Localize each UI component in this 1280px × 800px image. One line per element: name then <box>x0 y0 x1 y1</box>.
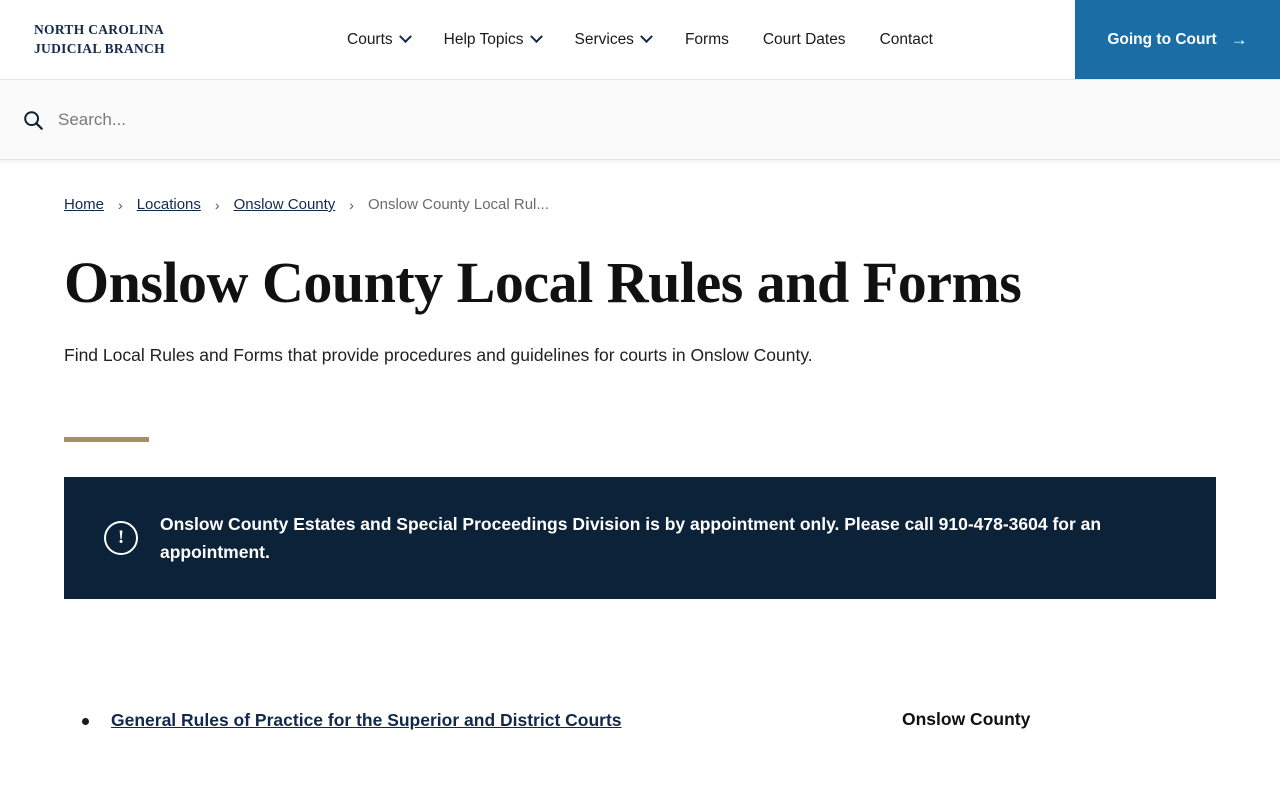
nav-item-contact[interactable] <box>863 21 950 59</box>
breadcrumb-item-home[interactable]: Home <box>64 196 105 213</box>
logo-line-2: JUDICIAL BRANCH <box>34 40 165 56</box>
nav-item-label: Courts <box>347 30 393 48</box>
chevron-down-icon <box>399 30 412 43</box>
links-column <box>64 707 884 733</box>
breadcrumb-item-onslow-county[interactable]: Onslow County <box>233 196 336 213</box>
sidebar-column <box>884 707 1216 733</box>
breadcrumb-item-locations[interactable]: Locations <box>136 196 201 213</box>
nav-item-label: Services <box>574 30 634 48</box>
breadcrumb-item-current: Onslow County Local Rul... <box>367 196 549 213</box>
exclamation-icon: ! <box>104 521 138 555</box>
nav-item-label: Help Topics <box>443 30 524 48</box>
nav-item-courts[interactable] <box>330 21 427 59</box>
search-bar <box>0 80 1280 160</box>
page-title: Onslow County Local Rules and Forms <box>64 250 1022 315</box>
main-content <box>0 160 1280 733</box>
nav-item-help-topics[interactable] <box>427 21 558 59</box>
chevron-down-icon <box>640 30 653 43</box>
breadcrumb-separator-icon: › <box>118 196 123 213</box>
bullet-icon <box>82 718 89 725</box>
logo-line-1: NORTH CAROLINA <box>34 22 165 38</box>
main-navigation <box>330 0 1075 79</box>
page-description: Find Local Rules and Forms that provide procedures and guidelines for courts in Onslow County. <box>64 344 813 365</box>
search-input[interactable] <box>58 106 658 134</box>
breadcrumb-separator-icon: › <box>349 196 354 213</box>
going-to-court-button[interactable] <box>1075 0 1280 79</box>
alert-message: Onslow County Estates and Special Proceedings Division is by appointment only. Please call 910-478-3604 for an appointment. <box>160 514 1102 563</box>
sidebar-heading: Onslow County <box>902 709 1031 730</box>
chevron-down-icon <box>530 30 543 43</box>
list-item <box>64 707 884 733</box>
breadcrumb-separator-icon: › <box>214 196 220 213</box>
nav-item-forms[interactable] <box>668 21 746 59</box>
nav-item-services[interactable] <box>558 21 668 59</box>
arrow-right-icon: → <box>1230 30 1248 49</box>
logo-text <box>34 21 165 57</box>
going-to-court-label: Going to Court <box>1107 30 1217 48</box>
nav-item-label: Forms <box>684 30 729 48</box>
section-divider <box>64 437 149 442</box>
rules-link-list <box>64 707 884 733</box>
lower-content <box>64 707 1216 733</box>
site-header <box>0 0 1280 80</box>
nav-item-label: Court Dates <box>762 30 846 48</box>
general-rules-of-practice-link[interactable]: General Rules of Practice for the Superior and District Courts <box>111 710 622 731</box>
breadcrumb <box>64 160 1216 213</box>
alert-banner <box>64 477 1216 599</box>
nc-judicial-branch-logo[interactable] <box>0 0 330 79</box>
nav-item-label: Contact <box>879 30 933 48</box>
nav-item-court-dates[interactable] <box>746 21 863 59</box>
search-icon[interactable] <box>20 107 46 133</box>
